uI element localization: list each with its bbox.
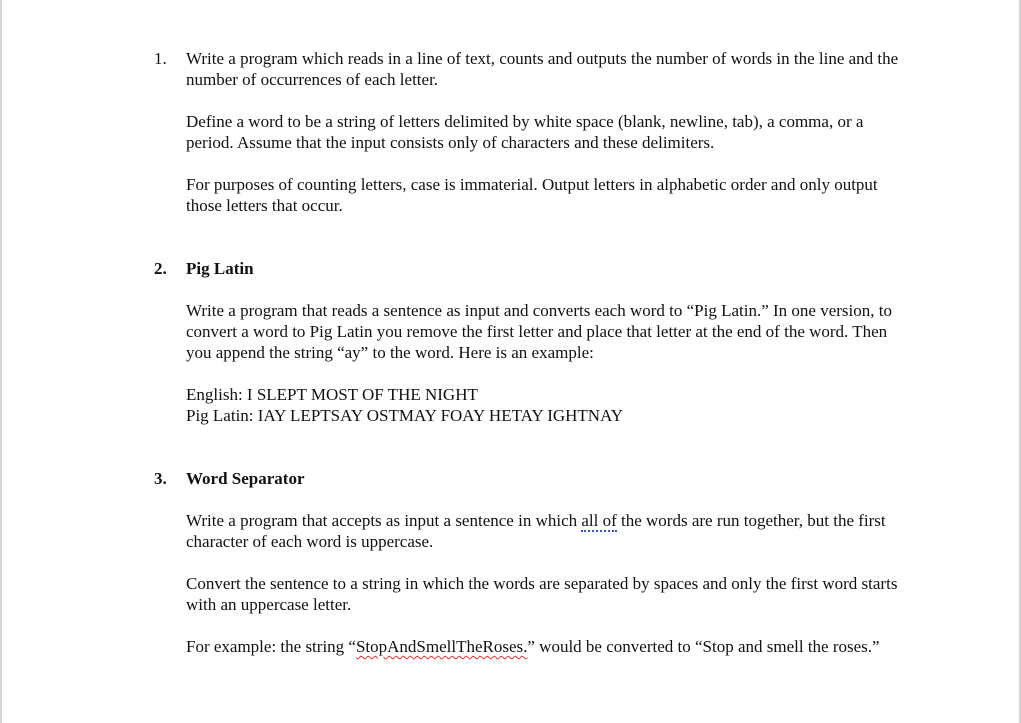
text-segment: For example: the string “ [186, 637, 356, 656]
item-3-paragraph-3 [186, 636, 914, 657]
text-segment: the words are run together, but the first character of each word is uppercase. [186, 511, 886, 551]
item-3-paragraph-1 [186, 510, 914, 552]
grammar-mark[interactable]: all of [581, 511, 617, 530]
text-segment: ” would be converted to “Stop and smell the roses.” [527, 637, 880, 656]
item-2-heading: Pig Latin [186, 259, 254, 278]
item-1-paragraph-1: Write a program which reads in a line of text, counts and outputs the number of words in the line and the number of occurrences of each letter. [186, 49, 899, 89]
document-body [154, 48, 914, 657]
item-number: 3. [154, 469, 167, 488]
example-block [186, 384, 914, 426]
item-3-heading: Word Separator [186, 469, 305, 488]
item-number: 1. [154, 49, 167, 68]
item-1-paragraph-2: Define a word to be a string of letters delimited by white space (blank, newline, tab), a comma, or a period. Assume that the input consists only of characters and these delimiters. [186, 112, 864, 152]
example-pig-latin: Pig Latin: IAY LEPTSAY OSTMAY FOAY HETAY IGHTNAY [186, 406, 624, 425]
list-item-1 [154, 48, 914, 216]
item-2-paragraph-1: Write a program that reads a sentence as input and converts each word to “Pig Latin.” In one version, to convert a word to Pig Latin you remove the first letter and place that letter at the end of the word. Then you append the string “ay” to the word. Here is an example: [186, 301, 892, 362]
item-3-paragraph-2: Convert the sentence to a string in which the words are separated by spaces and only the first word starts with an uppercase letter. [186, 574, 898, 614]
page-edge-left [0, 0, 2, 723]
item-number: 2. [154, 259, 167, 278]
list-item-2 [154, 258, 914, 426]
spelling-mark[interactable]: StopAndSmellTheRoses. [355, 637, 528, 656]
example-english: English: I SLEPT MOST OF THE NIGHT [186, 385, 478, 404]
text-segment: Write a program that accepts as input a sentence in which [186, 511, 582, 530]
list-item-3 [154, 468, 914, 657]
item-1-paragraph-3: For purposes of counting letters, case is immaterial. Output letters in alphabetic order and only output those letters that occur. [186, 175, 878, 215]
